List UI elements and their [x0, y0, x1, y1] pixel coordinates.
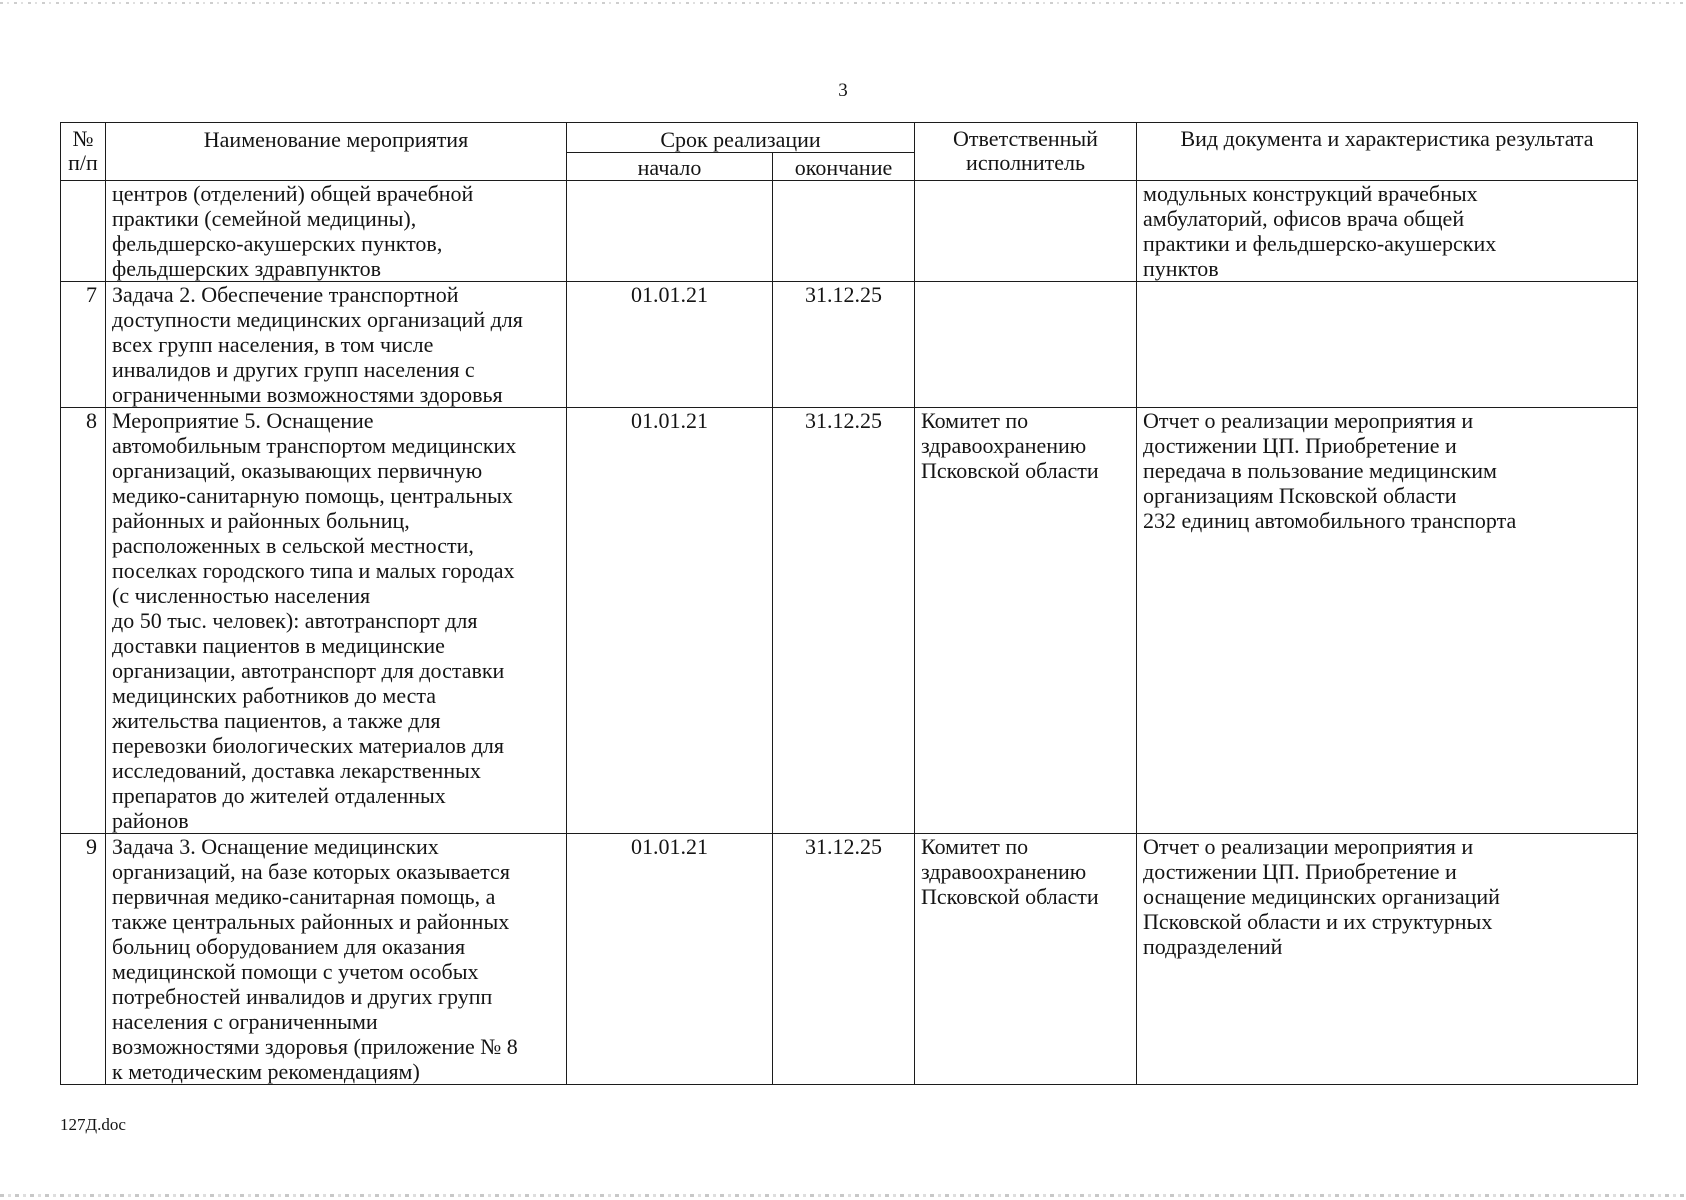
header-result: Вид документа и характеристика результата — [1137, 123, 1638, 181]
cell-start: 01.01.21 — [567, 834, 773, 1085]
cell-start: 01.01.21 — [567, 282, 773, 408]
cell-result — [1137, 282, 1638, 408]
scan-edge-top — [0, 2, 1686, 4]
scan-edge-bottom — [0, 1194, 1686, 1197]
cell-name: Задача 2. Обеспечение транспортной доступности медицинских организаций для всех групп населения, в том числе инвалидов и других групп населения с ограниченными возможностями здоровья — [106, 282, 567, 408]
cell-result: модульных конструкций врачебных амбулаторий, офисов врача общей практики и фельдшерско-акушерских пунктов — [1137, 181, 1638, 282]
page-number: 3 — [838, 80, 848, 101]
cell-start — [567, 181, 773, 282]
cell-num: 8 — [61, 408, 106, 834]
cell-end: 31.12.25 — [773, 282, 915, 408]
header-name: Наименование мероприятия — [106, 123, 567, 181]
cell-name: Задача 3. Оснащение медицинских организаций, на базе которых оказывается первичная медико-санитарная помощь, а также центральных районных и районных больниц оборудованием для оказания медицинской помощи с учетом особых потребностей инвалидов и других групп населения с ограниченными возможностями здоровья (приложение № 8 к методическим рекомендациям) — [106, 834, 567, 1085]
table-row — [61, 181, 1638, 282]
header-num: № п/п — [61, 123, 106, 181]
cell-end: 31.12.25 — [773, 408, 915, 834]
cell-result: Отчет о реализации мероприятия и достижении ЦП. Приобретение и оснащение медицинских организаций Псковской области и их структурных подразделений — [1137, 834, 1638, 1085]
cell-name: центров (отделений) общей врачебной практики (семейной медицины), фельдшерско-акушерских пунктов, фельдшерских здравпунктов — [106, 181, 567, 282]
table-header — [61, 123, 1638, 181]
cell-num: 9 — [61, 834, 106, 1085]
cell-responsible — [915, 282, 1137, 408]
table-row — [61, 408, 1638, 834]
header-end: окончание — [773, 153, 915, 181]
activities-table — [60, 122, 1638, 1085]
table-body — [61, 181, 1638, 1085]
cell-num — [61, 181, 106, 282]
cell-start: 01.01.21 — [567, 408, 773, 834]
header-period: Срок реализации — [567, 123, 915, 153]
cell-responsible: Комитет по здравоохранению Псковской области — [915, 834, 1137, 1085]
cell-responsible — [915, 181, 1137, 282]
footer-filename: 127Д.doc — [60, 1115, 126, 1134]
cell-name: Мероприятие 5. Оснащение автомобильным транспортом медицинских организаций, оказывающих первичную медико-санитарную помощь, центральных районных и районных больниц, расположенных в сельской местности, поселках городского типа и малых городах (с численностью населения до 50 тыс. человек): автотранспорт для доставки пациентов в медицинские организации, автотранспорт для доставки медицинских работников до места жительства пациентов, а также для перевозки биологических материалов для исследований, доставка лекарственных препаратов до жителей отдаленных районов — [106, 408, 567, 834]
cell-num: 7 — [61, 282, 106, 408]
cell-end — [773, 181, 915, 282]
cell-end: 31.12.25 — [773, 834, 915, 1085]
cell-result: Отчет о реализации мероприятия и достижении ЦП. Приобретение и передача в пользование медицинским организациям Псковской области 232 единиц автомобильного транспорта — [1137, 408, 1638, 834]
table-row — [61, 834, 1638, 1085]
cell-responsible: Комитет по здравоохранению Псковской области — [915, 408, 1137, 834]
header-start: начало — [567, 153, 773, 181]
table-row — [61, 282, 1638, 408]
header-responsible: Ответственный исполнитель — [915, 123, 1137, 181]
